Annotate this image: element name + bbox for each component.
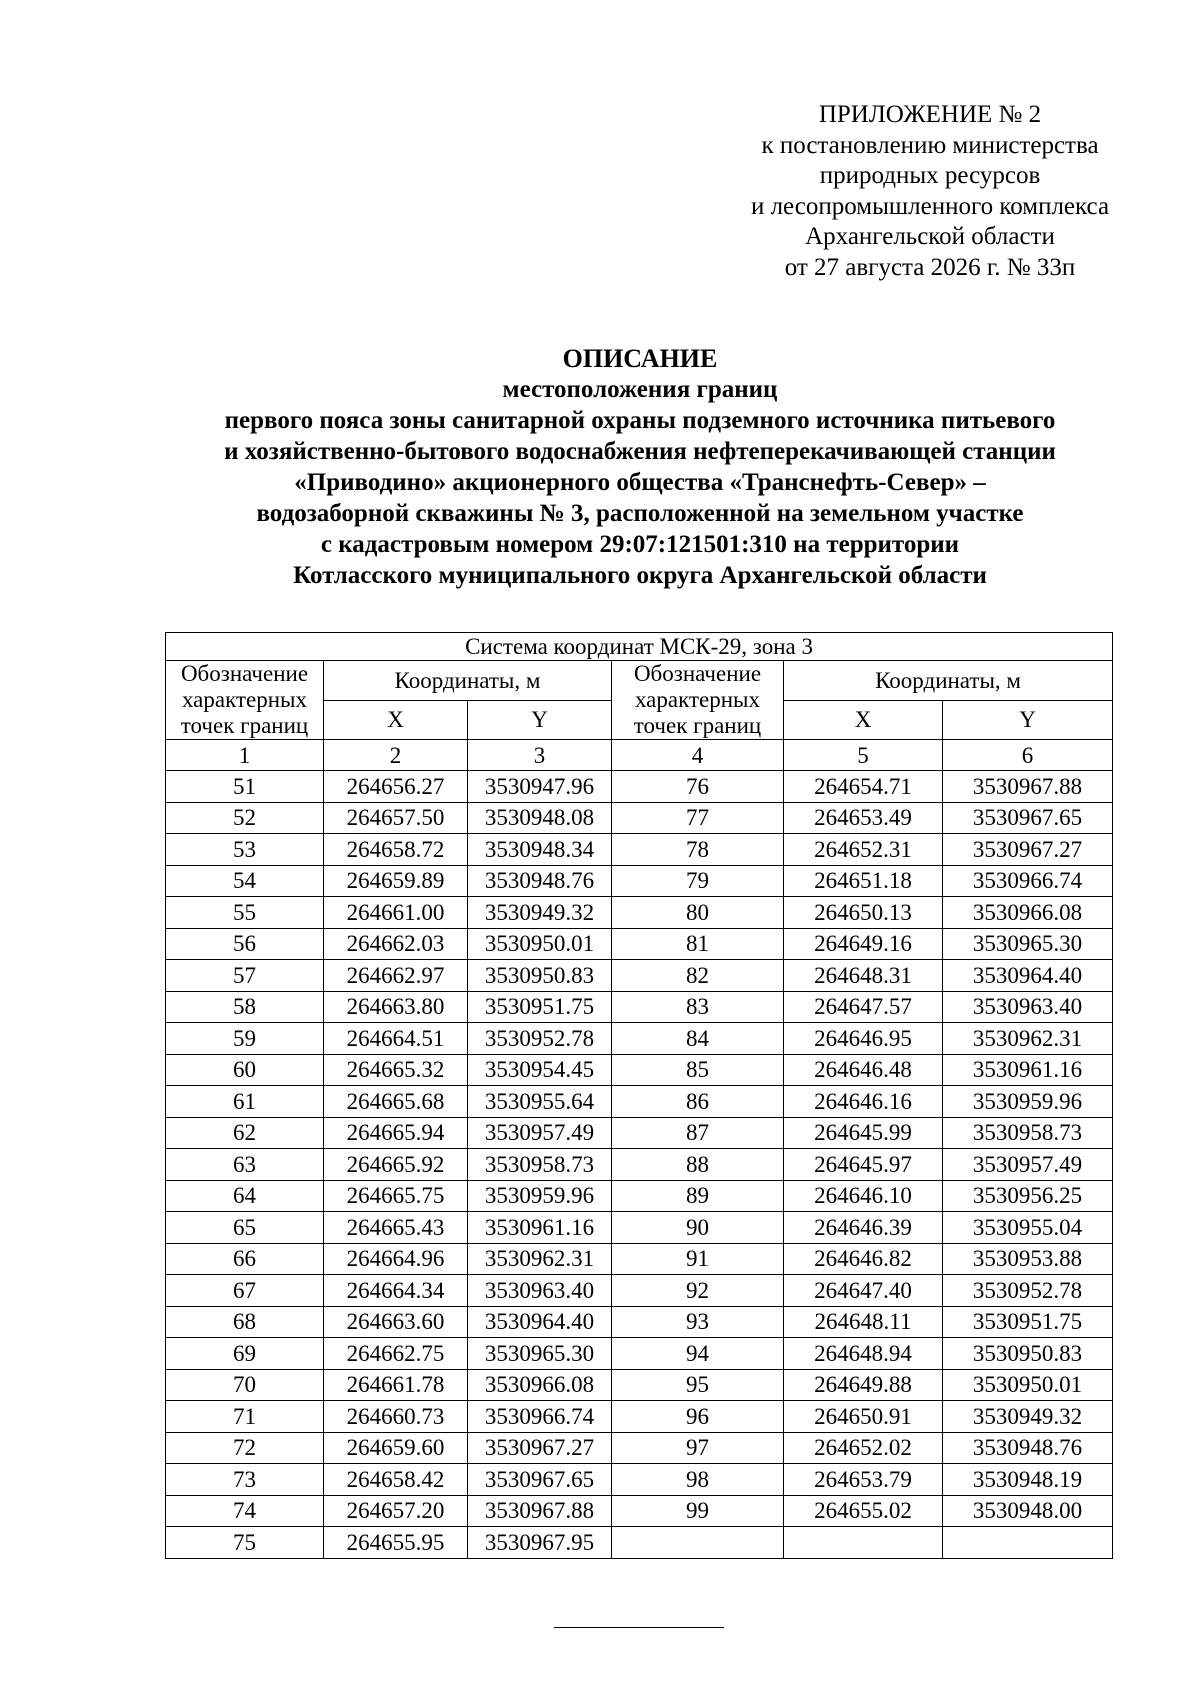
appendix-date: от 27 августа 2026 г. № 33п (784, 253, 1076, 281)
x-coordinate: 264653.79 (784, 1464, 943, 1496)
x-coordinate: 264649.88 (784, 1369, 943, 1401)
document-title (100, 343, 1180, 591)
point-designation-header: Обозначение характерных точек границ (612, 661, 784, 740)
x-coordinate: 264664.51 (324, 1023, 468, 1055)
y-coordinate: 3530951.75 (943, 1306, 1113, 1338)
x-coordinate: 264658.72 (324, 834, 468, 866)
title-line: первого пояса зоны санитарной охраны подземного источника питьевого (224, 407, 1056, 434)
point-number: 62 (166, 1117, 324, 1149)
point-number: 64 (166, 1180, 324, 1212)
point-number: 58 (166, 991, 324, 1023)
y-coordinate: 3530957.49 (468, 1117, 612, 1149)
point-number: 86 (612, 1086, 784, 1118)
x-coordinate: 264664.96 (324, 1243, 468, 1275)
appendix-line: и лесопромышленного комплекса (750, 192, 1110, 220)
point-number: 96 (612, 1401, 784, 1433)
x-coordinate: 264665.68 (324, 1086, 468, 1118)
y-coordinate: 3530952.78 (468, 1023, 612, 1055)
x-coordinate: 264665.94 (324, 1117, 468, 1149)
point-number: 74 (166, 1495, 324, 1527)
point-number: 76 (612, 771, 784, 803)
x-coordinate: 264665.92 (324, 1149, 468, 1181)
point-number: 80 (612, 897, 784, 929)
point-number: 75 (166, 1527, 324, 1559)
table-row (166, 1464, 1113, 1496)
title-line: и хозяйственно-бытового водоснабжения нефтеперекачивающей станции (224, 438, 1056, 465)
y-coordinate: 3530947.96 (468, 771, 612, 803)
y-coordinate: 3530949.32 (943, 1401, 1113, 1433)
y-coordinate: 3530967.88 (943, 771, 1113, 803)
point-number: 79 (612, 865, 784, 897)
coordinates-header: Координаты, м (784, 661, 1113, 701)
y-coordinate: 3530966.74 (468, 1401, 612, 1433)
point-number: 63 (166, 1149, 324, 1181)
x-coordinate: 264664.34 (324, 1275, 468, 1307)
y-coordinate: 3530950.83 (468, 960, 612, 992)
point-number: 56 (166, 928, 324, 960)
x-coordinate (784, 1527, 943, 1559)
point-number: 65 (166, 1212, 324, 1244)
table-row (166, 1401, 1113, 1433)
x-coordinate: 264662.03 (324, 928, 468, 960)
y-coordinate: 3530951.75 (468, 991, 612, 1023)
point-number: 71 (166, 1401, 324, 1433)
x-coordinate: 264660.73 (324, 1401, 468, 1433)
point-number: 91 (612, 1243, 784, 1275)
y-coordinate: 3530948.76 (943, 1432, 1113, 1464)
x-coordinate: 264656.27 (324, 771, 468, 803)
y-coordinate: 3530959.96 (943, 1086, 1113, 1118)
footer-divider (554, 1627, 724, 1628)
y-coordinate: 3530963.40 (468, 1275, 612, 1307)
x-coordinate: 264650.13 (784, 897, 943, 929)
y-coordinate: 3530964.40 (468, 1306, 612, 1338)
point-number: 97 (612, 1432, 784, 1464)
x-coordinate: 264648.31 (784, 960, 943, 992)
y-coordinate: 3530965.30 (943, 928, 1113, 960)
y-coordinate: 3530961.16 (468, 1212, 612, 1244)
point-number: 53 (166, 834, 324, 866)
point-number: 81 (612, 928, 784, 960)
point-designation-header: Обозначение характерных точек границ (166, 661, 324, 740)
table-row (166, 1212, 1113, 1244)
table-row (166, 1275, 1113, 1307)
y-coordinate: 3530955.04 (943, 1212, 1113, 1244)
y-coordinate: 3530962.31 (943, 1023, 1113, 1055)
coordinate-system-header: Система координат МСК-29, зона 3 (166, 633, 1113, 661)
y-coordinate: 3530966.08 (468, 1369, 612, 1401)
y-coordinate: 3530948.08 (468, 802, 612, 834)
x-coordinate: 264659.89 (324, 865, 468, 897)
x-coordinate: 264648.11 (784, 1306, 943, 1338)
point-number: 85 (612, 1054, 784, 1086)
table-row (166, 1432, 1113, 1464)
y-coordinate: 3530958.73 (943, 1117, 1113, 1149)
point-number: 77 (612, 802, 784, 834)
y-coordinate: 3530948.19 (943, 1464, 1113, 1496)
header-row (166, 633, 1113, 661)
point-number: 84 (612, 1023, 784, 1055)
header-row (166, 661, 1113, 701)
point-number: 54 (166, 865, 324, 897)
x-coordinate: 264655.95 (324, 1527, 468, 1559)
x-coordinate: 264657.50 (324, 802, 468, 834)
column-number: 1 (166, 740, 324, 771)
x-coordinate: 264663.60 (324, 1306, 468, 1338)
x-coordinate: 264665.75 (324, 1180, 468, 1212)
x-coordinate: 264646.10 (784, 1180, 943, 1212)
point-number: 59 (166, 1023, 324, 1055)
point-number: 73 (166, 1464, 324, 1496)
y-coordinate: 3530966.74 (943, 865, 1113, 897)
y-header: Y (468, 700, 612, 740)
column-number: 5 (784, 740, 943, 771)
x-coordinate: 264658.42 (324, 1464, 468, 1496)
y-coordinate: 3530965.30 (468, 1338, 612, 1370)
point-number: 92 (612, 1275, 784, 1307)
table-row (166, 1054, 1113, 1086)
column-number: 2 (324, 740, 468, 771)
x-coordinate: 264661.78 (324, 1369, 468, 1401)
y-coordinate: 3530964.40 (943, 960, 1113, 992)
x-coordinate: 264655.02 (784, 1495, 943, 1527)
point-number (612, 1527, 784, 1559)
table-row (166, 1306, 1113, 1338)
y-coordinate: 3530967.88 (468, 1495, 612, 1527)
column-number-row (166, 740, 1113, 771)
table-row (166, 1338, 1113, 1370)
y-coordinate: 3530959.96 (468, 1180, 612, 1212)
y-coordinate: 3530967.95 (468, 1527, 612, 1559)
y-coordinate: 3530963.40 (943, 991, 1113, 1023)
appendix-line: Архангельской области (805, 223, 1055, 250)
table-row (166, 834, 1113, 866)
title-line: местоположения границ (502, 376, 778, 403)
x-coordinate: 264647.57 (784, 991, 943, 1023)
table-row (166, 1495, 1113, 1527)
y-coordinate: 3530954.45 (468, 1054, 612, 1086)
point-number: 60 (166, 1054, 324, 1086)
appendix-number: ПРИЛОЖЕНИЕ № 2 (818, 101, 1042, 128)
y-coordinate: 3530948.00 (943, 1495, 1113, 1527)
table-row (166, 991, 1113, 1023)
y-coordinate: 3530952.78 (943, 1275, 1113, 1307)
x-coordinate: 264646.48 (784, 1054, 943, 1086)
x-coordinate: 264654.71 (784, 771, 943, 803)
appendix-header (700, 100, 1160, 283)
title-line: водозаборной скважины № 3, расположенной на земельном участке (256, 500, 1024, 527)
y-coordinate: 3530948.76 (468, 865, 612, 897)
point-number: 98 (612, 1464, 784, 1496)
point-number: 51 (166, 771, 324, 803)
x-coordinate: 264657.20 (324, 1495, 468, 1527)
x-coordinate: 264661.00 (324, 897, 468, 929)
point-number: 72 (166, 1432, 324, 1464)
y-coordinate: 3530950.01 (943, 1369, 1113, 1401)
point-number: 67 (166, 1275, 324, 1307)
x-coordinate: 264663.80 (324, 991, 468, 1023)
table-row (166, 802, 1113, 834)
appendix-line: природных ресурсов (819, 162, 1041, 189)
x-coordinate: 264648.94 (784, 1338, 943, 1370)
point-number: 57 (166, 960, 324, 992)
point-number: 87 (612, 1117, 784, 1149)
point-number: 95 (612, 1369, 784, 1401)
x-coordinate: 264649.16 (784, 928, 943, 960)
y-coordinate: 3530957.49 (943, 1149, 1113, 1181)
point-number: 99 (612, 1495, 784, 1527)
x-coordinate: 264662.97 (324, 960, 468, 992)
y-coordinate: 3530962.31 (468, 1243, 612, 1275)
point-number: 94 (612, 1338, 784, 1370)
x-header: X (324, 700, 468, 740)
x-header: X (784, 700, 943, 740)
x-coordinate: 264646.39 (784, 1212, 943, 1244)
point-number: 93 (612, 1306, 784, 1338)
table-row (166, 1117, 1113, 1149)
y-coordinate: 3530967.65 (468, 1464, 612, 1496)
x-coordinate: 264662.75 (324, 1338, 468, 1370)
title-main: ОПИСАНИЕ (562, 344, 718, 373)
table-row (166, 1023, 1113, 1055)
point-number: 88 (612, 1149, 784, 1181)
table-row (166, 1527, 1113, 1559)
y-coordinate: 3530950.83 (943, 1338, 1113, 1370)
column-number: 3 (468, 740, 612, 771)
x-coordinate: 264653.49 (784, 802, 943, 834)
point-number: 66 (166, 1243, 324, 1275)
y-coordinate (943, 1527, 1113, 1559)
column-number: 4 (612, 740, 784, 771)
point-number: 61 (166, 1086, 324, 1118)
coordinates-table (165, 632, 1113, 1559)
y-coordinate: 3530958.73 (468, 1149, 612, 1181)
table-row (166, 1180, 1113, 1212)
y-coordinate: 3530948.34 (468, 834, 612, 866)
table-row (166, 771, 1113, 803)
y-coordinate: 3530956.25 (943, 1180, 1113, 1212)
x-coordinate: 264646.16 (784, 1086, 943, 1118)
x-coordinate: 264665.32 (324, 1054, 468, 1086)
point-number: 52 (166, 802, 324, 834)
x-coordinate: 264645.99 (784, 1117, 943, 1149)
y-coordinate: 3530950.01 (468, 928, 612, 960)
point-number: 90 (612, 1212, 784, 1244)
coordinates-header: Координаты, м (324, 661, 612, 701)
point-number: 78 (612, 834, 784, 866)
x-coordinate: 264651.18 (784, 865, 943, 897)
y-coordinate: 3530967.65 (943, 802, 1113, 834)
x-coordinate: 264652.31 (784, 834, 943, 866)
column-number: 6 (943, 740, 1113, 771)
x-coordinate: 264650.91 (784, 1401, 943, 1433)
table-row (166, 1243, 1113, 1275)
y-coordinate: 3530967.27 (943, 834, 1113, 866)
point-number: 68 (166, 1306, 324, 1338)
x-coordinate: 264646.82 (784, 1243, 943, 1275)
point-number: 55 (166, 897, 324, 929)
title-line: «Приводино» акционерного общества «Транснефть-Север» – (294, 469, 986, 496)
x-coordinate: 264659.60 (324, 1432, 468, 1464)
table-row (166, 960, 1113, 992)
x-coordinate: 264645.97 (784, 1149, 943, 1181)
table-row (166, 865, 1113, 897)
y-coordinate: 3530953.88 (943, 1243, 1113, 1275)
point-number: 70 (166, 1369, 324, 1401)
table-row (166, 1369, 1113, 1401)
y-coordinate: 3530949.32 (468, 897, 612, 929)
y-coordinate: 3530966.08 (943, 897, 1113, 929)
y-coordinate: 3530967.27 (468, 1432, 612, 1464)
y-coordinate: 3530955.64 (468, 1086, 612, 1118)
point-number: 69 (166, 1338, 324, 1370)
x-coordinate: 264665.43 (324, 1212, 468, 1244)
x-coordinate: 264652.02 (784, 1432, 943, 1464)
appendix-line: к постановлению министерства (761, 131, 1099, 159)
point-number: 89 (612, 1180, 784, 1212)
y-coordinate: 3530961.16 (943, 1054, 1113, 1086)
x-coordinate: 264646.95 (784, 1023, 943, 1055)
title-line: Котласского муниципального округа Архангельской области (293, 562, 987, 589)
table-row (166, 897, 1113, 929)
y-header: Y (943, 700, 1113, 740)
x-coordinate: 264647.40 (784, 1275, 943, 1307)
table-row (166, 1086, 1113, 1118)
table-row (166, 928, 1113, 960)
point-number: 82 (612, 960, 784, 992)
title-line: с кадастровым номером 29:07:121501:310 на территории (320, 531, 960, 558)
point-number: 83 (612, 991, 784, 1023)
table-row (166, 1149, 1113, 1181)
